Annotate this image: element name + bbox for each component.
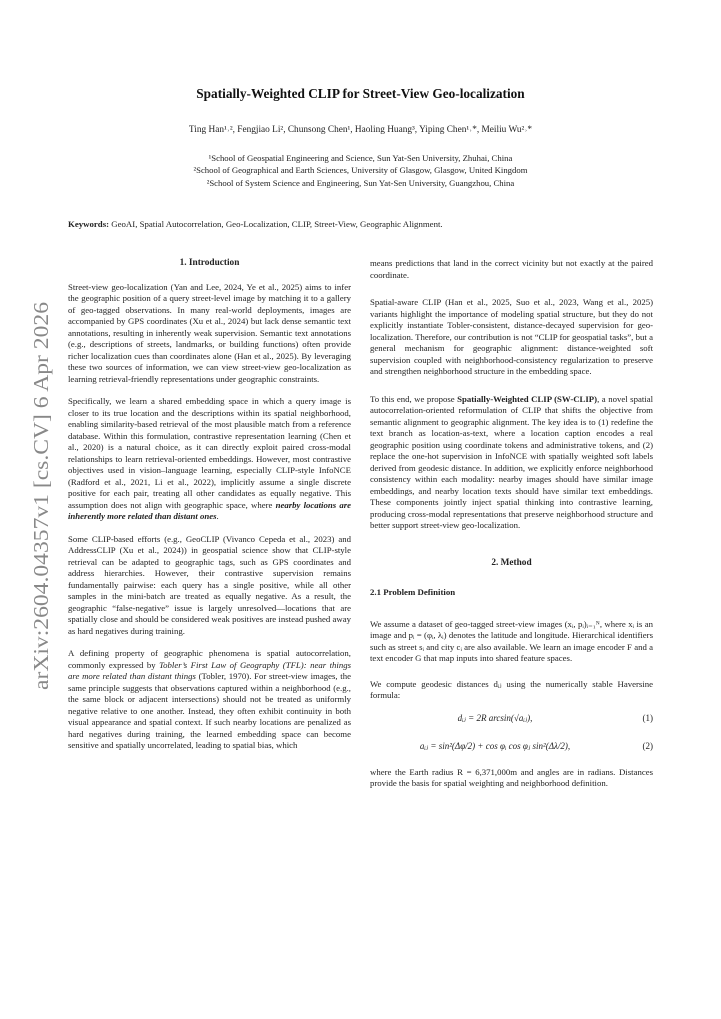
paragraph: where the Earth radius R = 6,371,000m and angles are in radians. Distances provide the basis for spatial weighting and neighborhood definition. (370, 766, 653, 788)
paragraph: To this end, we propose Spatially-Weighted CLIP (SW-CLIP), a novel spatial autocorrelation-oriented reformulation of CLIP that shifts the objective from semantic alignment to geographic alignment. The key idea is to (1) redefine the text branch as location-as-text, where a location caption encodes a real geographic position using coordinate tokens and administrative tokens, and (2) replace the one-hot supervision in InfoNCE with spatially weighted soft labels derived from geodesic distance. In addition, we explicitly enforce neighborhood consistency within each modality: nearby images should have similar image embeddings, and nearby location texts should have similar text embeddings. These components jointly inject spatial thinking into contrastive learning, producing cross-modal representations that preserve neighborhood structure and better support street-view geo-localization. (370, 393, 654, 530)
affiliation-3: ²School of System Science and Engineering, Sun Yat-Sen University, Guangzhou, China (206, 177, 515, 188)
paragraph: We compute geodesic distances dᵢⱼ using the numerically stable Haversine formula: (370, 678, 653, 700)
emphasis-text: nearby locations are inherently more related than distant ones (68, 499, 351, 521)
paragraph: We assume a dataset of geo-tagged street-view images (xᵢ, pᵢ)ᵢ₌₁ᴺ, where xᵢ is an image and pᵢ = (φᵢ, λᵢ) denotes the latitude and longitude. Hierarchical identifiers such as street sᵢ and city cᵢ are also available. We learn an image encoder F and a text encoder G that map inputs into shared feature spaces. (370, 618, 653, 663)
emphasis-text: Tobler’s First Law of Geography (TFL): near things are more related than distant things (68, 659, 351, 681)
arxiv-stamp (26, 300, 56, 690)
paragraph: Street-view geo-localization (Yan and Lee, 2024, Ye et al., 2025) aims to infer the geographic position of a query street-level image by matching it to a gallery of geo-tagged observations. In many real-world deployments, images are accompanied by GPS coordinates (Xu et al., 2024) but lack dense semantic text annotations, resulting in inherently weak supervision. Semantic text annotations (e.g., descriptions of streets, landmarks, or building functions) often provide richer localization cues than coordinates alone (Han et al., 2025). By leveraging these two sources of information, we can view street-view geo-localization as learning retrieval-friendly representations under geographic constraints. (68, 281, 351, 384)
paragraph: Spatial-aware CLIP (Han et al., 2025, Suo et al., 2023, Wang et al., 2025) variants highlight the importance of modeling spatial structure, but they do not explicitly instantiate Tobler-consistent, distance-decayed supervision for geo-localization. Therefore, our contribution is not “CLIP for geospatial tasks”, but a general mechanism for geographic alignment: distance-weighted soft supervision coupled with neighborhood-consistency regularization to preserve and strengthen neighborhood structure in the embedding space. (370, 297, 653, 376)
equation-1 (370, 713, 653, 727)
affiliations (0, 152, 721, 189)
author-list: Ting Han¹˒², Fengjiao Li², Chunsong Chen¹, Haoling Huang³, Yiping Chen¹˒*, Meiliu Wu²˒* (188, 125, 533, 135)
paragraph: Some CLIP-based efforts (e.g., GeoCLIP (Vivanco Cepeda et al., 2023) and AddressCLIP (Xu et al., 2024)) in geospatial science show that CLIP-style retrieval can be adapted to geographic tags, such as GPS coordinates and address hierarchies. However, their contrastive supervision remains fundamentally pairwise: each query has a single positive, while all other samples in the mini-batch are treated as equally negative. As a result, the geographic “false-negative” issue is largely unresolved—locations that are spatially close and should be considered weak positives are instead pushed away as hard negatives during training. (68, 533, 351, 636)
section-heading-introduction: 1. Introduction (179, 258, 240, 268)
affiliation-2: ²School of Geographical and Earth Sciences, University of Glasgow, Glasgow, United Kingdom (193, 165, 528, 176)
equation-1-number: (1) (642, 712, 653, 723)
section-heading-method: 2. Method (491, 557, 532, 568)
method-name: Spatially-Weighted CLIP (SW-CLIP) (457, 393, 598, 404)
subsection-heading-problem-definition: 2.1 Problem Definition (370, 587, 456, 597)
paragraph: means predictions that land in the correct vicinity but not exactly at the paired coordinate. (370, 258, 653, 280)
equation-2 (370, 741, 653, 755)
keywords-text: GeoAI, Spatial Autocorrelation, Geo-Localization, CLIP, Street-View, Geographic Alignment. (111, 219, 443, 229)
right-column (370, 258, 653, 801)
equation-2-body: aᵢⱼ = sin²(Δφ/2) + cos φᵢ cos φⱼ sin²(Δλ/2), (419, 740, 571, 751)
equation-2-number: (2) (642, 740, 653, 751)
paper-title: Spatially-Weighted CLIP for Street-View Geo-localization (196, 86, 525, 101)
paragraph: Specifically, we learn a shared embedding space in which a query image is closer to its true location and the descriptions within its spatial neighborhood, enabling similarity-based retrieval of the most plausible match from a reference database. Within this formulation, contrastive representation learning (Chen et al., 2020) is a natural choice, as it can directly exploit paired cross-modal relationships to learn retrieval-oriented embeddings. However, most contrastive objectives used in vision–language learning, especially CLIP-style InfoNCE (Radford et al., 2021, Li et al., 2022), implicitly assume a single discrete positive for each pair, treating all other candidates as equally negative. This assumption does not align with geographic space, where nearby locations are inherently more related than distant ones. (68, 396, 351, 521)
keywords-label: Keywords: (68, 219, 110, 229)
equation-1-body: dᵢⱼ = 2R arcsin(√aᵢⱼ), (457, 712, 533, 723)
svg-text:arXiv:2604.04357v1 [cs.CV] 6: arXiv:2604.04357v1 [cs.CV] 6 Apr 2026 (29, 344, 53, 690)
left-column (68, 258, 351, 763)
affiliation-1: ¹School of Geospatial Engineering and Science, Sun Yat-Sen University, Zhuhai, China (208, 153, 513, 163)
paragraph: A defining property of geographic phenomena is spatial autocorrelation, commonly expressed by Tobler’s First Law of Geography (TFL): near things are more related than distant things (Tobler, 1970). For street-view images, the same principle suggests that observations captured within a neighborhood (e.g., the same block or adjacent intersections) should not be treated as uniformly negative relative to one another. Instead, they often exhibit continuity in both visual appearance and spatial context. If such nearby locations are penalized as hard negatives during training, the learned embedding space can become sensitive and spatially uncorrelated, leading to spatial bias, which (68, 648, 351, 750)
keywords-line (68, 219, 653, 229)
